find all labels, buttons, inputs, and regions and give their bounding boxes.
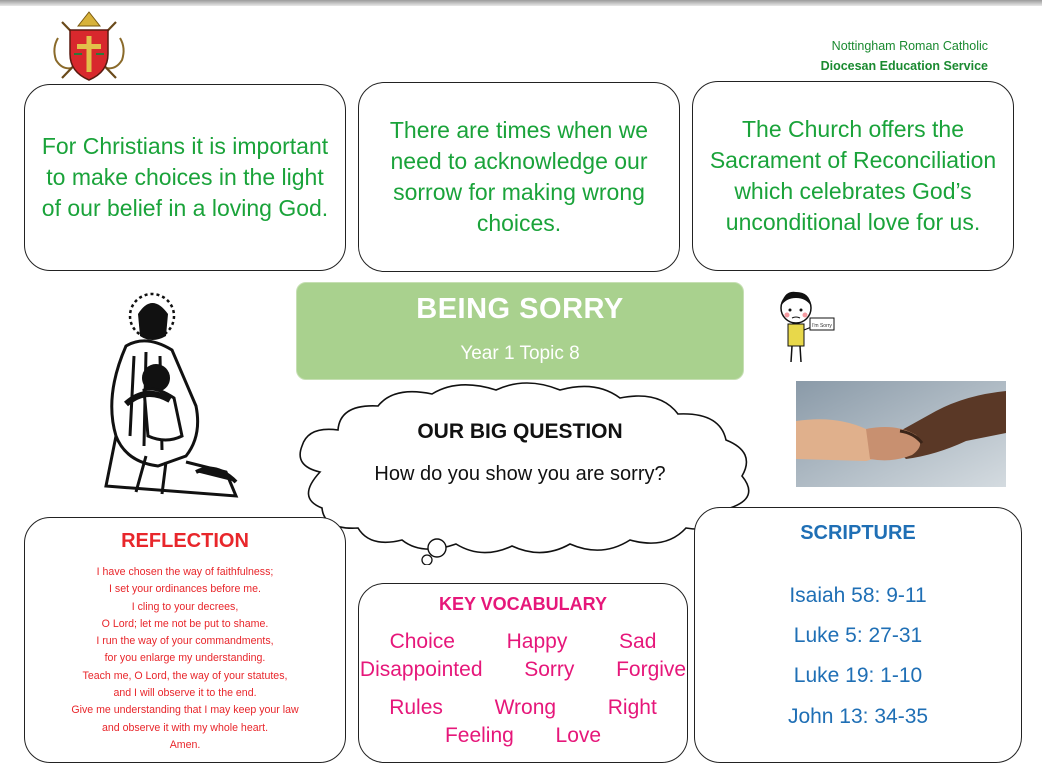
reflection-line: I run the way of your commandments, bbox=[96, 635, 274, 648]
scripture-box bbox=[694, 507, 1022, 763]
scripture-ref: Luke 5: 27-31 bbox=[793, 624, 923, 647]
father-embracing-son-drawing bbox=[86, 286, 246, 500]
vocab-row-1 bbox=[359, 630, 687, 654]
reflection-line: I have chosen the way of faithfulness; bbox=[96, 566, 274, 578]
key-vocabulary-box bbox=[358, 583, 688, 763]
top-rule bbox=[0, 0, 1042, 6]
vocab-word: Happy bbox=[506, 630, 568, 653]
reflection-line: O Lord; let me not be put to shame. bbox=[101, 617, 269, 630]
statement-text-3: The Church offers the Sacrament of Reconciliation which celebrates God’s unconditional love for us. bbox=[709, 116, 997, 235]
scripture-ref: Luke 19: 1-10 bbox=[793, 664, 923, 687]
org-name-line2: Diocesan Education Service bbox=[820, 59, 988, 73]
handshake-photo bbox=[796, 381, 1006, 487]
scripture-title: SCRIPTURE bbox=[800, 522, 916, 544]
vocab-word: Rules bbox=[389, 696, 443, 719]
statement-box-1 bbox=[24, 84, 346, 271]
vocab-word: Disappointed bbox=[359, 658, 483, 681]
statement-box-2 bbox=[358, 82, 680, 272]
vocab-row-3 bbox=[359, 696, 687, 720]
header-organisation bbox=[821, 36, 988, 76]
scripture-ref: Isaiah 58: 9-11 bbox=[789, 584, 927, 607]
reflection-line: Give me understanding that I may keep your law bbox=[71, 704, 299, 717]
org-name-line1: Nottingham Roman Catholic bbox=[831, 39, 988, 53]
vocab-row-4 bbox=[359, 724, 687, 748]
vocab-word: Choice bbox=[389, 630, 455, 653]
vocab-word: Sad bbox=[619, 630, 657, 653]
key-vocabulary-title: KEY VOCABULARY bbox=[438, 594, 608, 614]
reflection-line: and observe it with my whole heart. bbox=[101, 721, 269, 734]
reflection-line: and I will observe it to the end. bbox=[113, 687, 257, 700]
reflection-line: I cling to your decrees, bbox=[131, 600, 239, 613]
reflection-line: I set your ordinances before me. bbox=[109, 583, 261, 596]
reflection-line: Amen. bbox=[169, 738, 201, 751]
big-question-text: How do you show you are sorry? bbox=[374, 463, 666, 485]
topic-title-panel bbox=[296, 282, 744, 380]
reflection-title: REFLECTION bbox=[121, 530, 249, 552]
statement-box-3 bbox=[692, 81, 1014, 271]
vocab-word: Feeling bbox=[444, 724, 514, 747]
reflection-line: for you enlarge my understanding. bbox=[104, 652, 266, 665]
vocab-word: Forgive bbox=[616, 658, 687, 681]
topic-title: BEING SORRY bbox=[416, 293, 624, 325]
diocese-crest-icon bbox=[48, 8, 130, 84]
svg-text:I'm Sorry: I'm Sorry bbox=[812, 323, 832, 329]
vocab-word: Wrong bbox=[494, 696, 557, 719]
statement-text-1: For Christians it is important to make choices in the light of our belief in a loving God. bbox=[41, 133, 329, 221]
big-question-title: OUR BIG QUESTION bbox=[417, 420, 623, 443]
vocab-word: Love bbox=[555, 724, 602, 747]
girl-holding-sorry-sign bbox=[770, 288, 838, 366]
scripture-ref: John 13: 34-35 bbox=[787, 705, 929, 728]
vocab-row-2 bbox=[359, 658, 687, 682]
vocab-word: Sorry bbox=[524, 658, 575, 681]
reflection-prayer bbox=[31, 564, 339, 754]
reflection-box bbox=[24, 517, 346, 763]
statement-text-2: There are times when we need to acknowledge our sorrow for making wrong choices. bbox=[389, 117, 649, 236]
reflection-line: Teach me, O Lord, the way of your statutes, bbox=[82, 669, 288, 682]
topic-subtitle: Year 1 Topic 8 bbox=[460, 343, 580, 364]
vocab-word: Right bbox=[607, 696, 657, 719]
